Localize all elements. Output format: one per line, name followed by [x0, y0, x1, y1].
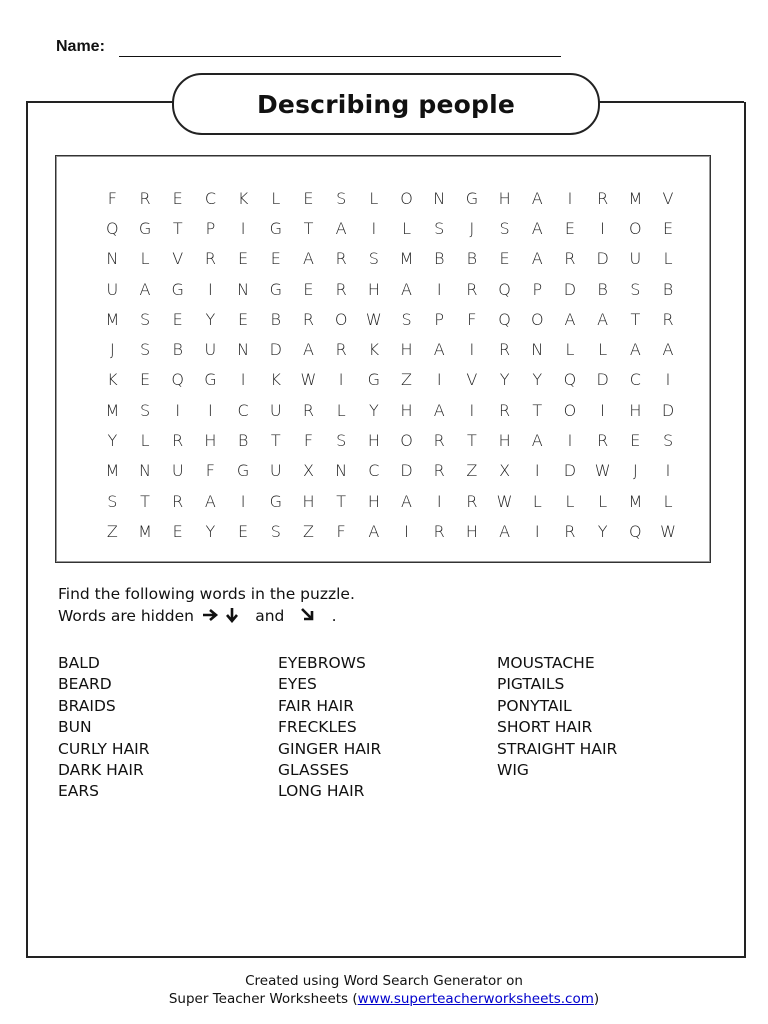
grid-cell: Q	[106, 218, 119, 238]
grid-cell: M	[138, 521, 152, 541]
grid-row	[96, 244, 684, 274]
grid-cell: H	[498, 431, 511, 451]
grid-cell: L	[271, 188, 281, 208]
grid-cell: I	[208, 279, 213, 299]
grid-cell: W	[300, 370, 317, 390]
grid-cell: A	[531, 218, 543, 238]
grid-cell: A	[368, 521, 380, 541]
grid-cell: T	[336, 491, 347, 511]
grid-cell: U	[106, 279, 119, 299]
grid-cell: T	[630, 309, 641, 329]
grid-cell: D	[596, 249, 609, 269]
grid-cell: I	[404, 521, 409, 541]
word-list-item: EYEBROWS	[278, 654, 366, 672]
grid-cell: N	[237, 340, 250, 360]
grid-cell: L	[663, 249, 673, 269]
grid-cell: A	[139, 279, 151, 299]
frame-top-left	[26, 101, 174, 103]
grid-cell: B	[237, 431, 249, 451]
grid-cell: G	[269, 491, 282, 511]
grid-cell: I	[567, 188, 573, 208]
grid-cell: A	[629, 340, 641, 360]
grid-row	[96, 213, 684, 243]
grid-cell: U	[269, 461, 282, 481]
grid-cell: I	[338, 370, 344, 390]
word-list-column-3	[497, 653, 617, 781]
grid-cell: L	[532, 491, 542, 511]
grid-cell: P	[205, 218, 216, 238]
grid-cell: R	[466, 491, 478, 511]
word-search-grid	[96, 183, 684, 547]
grid-cell: E	[499, 249, 510, 269]
grid-cell: E	[303, 188, 314, 208]
grid-cell: R	[466, 279, 478, 299]
grid-cell: A	[531, 431, 543, 451]
grid-row	[96, 304, 684, 334]
grid-cell: O	[530, 309, 544, 329]
grid-cell: R	[597, 188, 609, 208]
grid-cell: Q	[629, 521, 642, 541]
grid-cell: S	[139, 309, 151, 329]
grid-cell: H	[400, 340, 413, 360]
grid-cell: G	[269, 218, 282, 238]
grid-cell: U	[171, 461, 184, 481]
right-down-arrows-icon	[202, 605, 252, 626]
grid-cell: V	[466, 370, 478, 390]
grid-cell: L	[663, 491, 673, 511]
grid-cell: L	[140, 431, 150, 451]
grid-cell: Q	[171, 370, 185, 390]
grid-cell: R	[433, 461, 445, 481]
word-list-item: BALD	[58, 654, 100, 672]
grid-cell: L	[565, 340, 575, 360]
grid-cell: F	[303, 431, 314, 451]
grid-cell: S	[270, 521, 281, 541]
grid-cell: I	[240, 370, 246, 390]
grid-cell: R	[204, 249, 216, 269]
grid-cell: M	[105, 461, 120, 481]
grid-cell: D	[400, 461, 413, 481]
grid-cell: U	[269, 400, 282, 420]
grid-cell: J	[469, 218, 475, 238]
grid-cell: H	[629, 400, 642, 420]
grid-row	[96, 334, 684, 364]
grid-cell: A	[302, 249, 314, 269]
grid-cell: J	[109, 340, 115, 360]
grid-row	[96, 274, 684, 304]
grid-cell: N	[531, 340, 544, 360]
instructions-line-1: Find the following words in the puzzle.	[58, 585, 355, 603]
word-list-item: MOUSTACHE	[497, 654, 595, 672]
instructions	[58, 584, 355, 627]
grid-cell: R	[302, 400, 315, 420]
grid-cell: E	[303, 279, 314, 299]
grid-cell: D	[563, 461, 577, 481]
grid-cell: B	[466, 249, 478, 269]
grid-cell: R	[139, 188, 151, 208]
grid-cell: R	[564, 249, 576, 269]
grid-cell: E	[238, 309, 249, 329]
grid-cell: O	[400, 188, 413, 208]
grid-cell: A	[335, 218, 347, 238]
grid-cell: T	[303, 218, 314, 238]
grid-cell: C	[237, 400, 249, 420]
word-list-item: FAIR HAIR	[278, 696, 354, 715]
grid-cell: E	[172, 309, 183, 329]
grid-cell: A	[597, 309, 609, 329]
instructions-and: and	[255, 607, 285, 625]
grid-cell: E	[139, 370, 151, 390]
grid-cell: H	[204, 431, 217, 451]
grid-cell: M	[628, 491, 643, 511]
grid-cell: D	[269, 340, 282, 360]
name-line	[119, 56, 561, 57]
grid-cell: L	[565, 491, 575, 511]
grid-cell: S	[336, 431, 347, 451]
grid-cell: K	[237, 188, 249, 208]
grid-cell: O	[563, 400, 577, 420]
grid-cell: J	[632, 461, 638, 481]
grid-cell: E	[564, 218, 576, 238]
grid-cell: E	[662, 218, 674, 238]
grid-cell: S	[336, 188, 347, 208]
grid-cell: I	[208, 400, 213, 420]
instructions-prefix: Words are hidden	[58, 607, 195, 625]
grid-cell: A	[564, 309, 576, 329]
grid-cell: S	[662, 431, 674, 451]
grid-cell: Y	[205, 521, 216, 541]
name-label: Name:	[56, 38, 105, 55]
grid-cell: M	[399, 249, 414, 269]
grid-cell: R	[433, 521, 445, 541]
word-list-item: GINGER HAIR	[278, 739, 382, 758]
grid-cell: I	[600, 218, 606, 238]
word-list-column-1	[58, 653, 150, 803]
page-title: Describing people	[256, 89, 515, 119]
grid-cell: G	[236, 461, 250, 481]
grid-cell: V	[172, 249, 184, 269]
grid-cell: B	[270, 309, 282, 329]
grid-cell: F	[205, 461, 215, 481]
word-list-item: EYES	[278, 675, 317, 694]
grid-cell: I	[371, 218, 377, 238]
footer-link[interactable]: www.superteacherworksheets.com	[357, 991, 594, 1007]
grid-cell: P	[434, 309, 445, 329]
grid-cell: G	[204, 370, 217, 390]
grid-cell: I	[175, 400, 181, 420]
grid-cell: B	[662, 279, 674, 299]
footer-line-1: Created using Word Search Generator on	[245, 973, 523, 989]
grid-cell: Y	[532, 370, 543, 390]
grid-cell: E	[238, 521, 249, 541]
grid-cell: T	[532, 400, 543, 420]
grid-cell: M	[105, 400, 120, 420]
grid-cell: T	[467, 431, 477, 451]
grid-cell: E	[238, 249, 249, 269]
grid-cell: R	[499, 340, 511, 360]
grid-cell: W	[496, 491, 513, 511]
grid-cell: T	[270, 431, 281, 451]
word-list-item: BEARD	[58, 675, 112, 694]
grid-cell: I	[436, 279, 442, 299]
diagonal-arrow-icon	[292, 605, 328, 626]
grid-cell: L	[336, 400, 346, 420]
grid-cell: S	[139, 340, 151, 360]
grid-cell: B	[433, 249, 445, 269]
grid-cell: R	[335, 249, 347, 269]
grid-cell: C	[629, 370, 641, 390]
grid-cell: A	[204, 491, 216, 511]
grid-cell: F	[107, 188, 117, 208]
grid-cell: C	[204, 188, 216, 208]
grid-cell: I	[436, 370, 442, 390]
grid-cell: W	[365, 309, 382, 329]
grid-cell: I	[240, 218, 246, 238]
word-list-item: WIG	[497, 761, 529, 780]
grid-cell: Q	[563, 370, 577, 390]
grid-cell: S	[368, 249, 379, 269]
grid-cell: H	[367, 279, 380, 299]
grid-cell: Q	[498, 309, 511, 329]
grid-cell: N	[139, 461, 152, 481]
grid-cell: I	[469, 340, 475, 360]
grid-cell: A	[433, 340, 445, 360]
instructions-line-2	[58, 605, 355, 627]
grid-cell: E	[172, 188, 183, 208]
word-list-item: DARK HAIR	[58, 761, 144, 780]
grid-cell: F	[336, 521, 346, 541]
grid-cell: S	[434, 218, 445, 238]
grid-row	[96, 486, 684, 516]
grid-cell: R	[597, 431, 609, 451]
grid-cell: Y	[499, 370, 510, 390]
grid-cell: O	[629, 218, 642, 238]
grid-cell: L	[402, 218, 411, 238]
grid-cell: D	[596, 370, 609, 390]
grid-cell: I	[665, 370, 671, 390]
grid-cell: G	[138, 218, 152, 238]
grid-cell: S	[630, 279, 641, 299]
grid-cell: I	[665, 461, 671, 481]
grid-cell: H	[367, 491, 380, 511]
grid-cell: R	[499, 400, 511, 420]
grid-cell: E	[172, 521, 183, 541]
grid-cell: N	[106, 249, 119, 269]
grid-cell: R	[335, 340, 347, 360]
word-list-item: BUN	[58, 718, 92, 737]
word-list-item: EARS	[58, 782, 100, 801]
grid-cell: M	[105, 309, 120, 329]
grid-cell: X	[499, 461, 511, 481]
grid-cell: S	[107, 491, 118, 511]
grid-cell: H	[498, 188, 511, 208]
grid-cell: K	[107, 370, 118, 390]
grid-cell: G	[465, 188, 479, 208]
grid-cell: A	[531, 188, 543, 208]
grid-cell: M	[628, 188, 643, 208]
word-list-item: BRAIDS	[58, 696, 116, 715]
grid-cell: P	[532, 279, 543, 299]
grid-cell: K	[270, 370, 282, 390]
frame-top-right	[596, 101, 744, 103]
grid-cell: L	[598, 340, 608, 360]
grid-cell: R	[433, 431, 445, 451]
grid-cell: L	[598, 491, 608, 511]
grid-cell: R	[172, 491, 184, 511]
grid-cell: H	[400, 400, 413, 420]
grid-cell: R	[662, 309, 674, 329]
grid-cell: Y	[597, 521, 608, 541]
grid-cell: A	[302, 340, 314, 360]
grid-row	[96, 516, 684, 546]
grid-cell: I	[567, 431, 573, 451]
grid-cell: W	[660, 521, 676, 541]
word-list-item: SHORT HAIR	[497, 718, 593, 737]
grid-cell: S	[139, 400, 151, 420]
word-list-item: LONG HAIR	[278, 782, 365, 801]
grid-cell: E	[630, 431, 641, 451]
grid-cell: F	[467, 309, 477, 329]
grid-cell: R	[302, 309, 315, 329]
grid-cell: Z	[466, 461, 478, 481]
grid-cell: G	[269, 279, 282, 299]
word-list-item: STRAIGHT HAIR	[497, 739, 618, 758]
grid-cell: R	[564, 521, 576, 541]
word-list-item: PONYTAIL	[497, 696, 572, 715]
word-list-item: CURLY HAIR	[58, 739, 150, 758]
grid-cell: H	[465, 521, 478, 541]
grid-cell: Q	[498, 279, 511, 299]
grid-cell: L	[140, 249, 150, 269]
word-list-item: PIGTAILS	[497, 675, 565, 694]
grid-row	[96, 395, 684, 425]
grid-cell: I	[240, 491, 246, 511]
grid-cell: R	[172, 431, 184, 451]
grid-cell: Y	[107, 431, 118, 451]
grid-cell: I	[469, 400, 475, 420]
grid-cell: A	[531, 249, 543, 269]
grid-cell: B	[597, 279, 608, 299]
grid-cell: T	[140, 491, 150, 511]
grid-cell: S	[401, 309, 412, 329]
footer-line-2	[0, 990, 768, 1008]
grid-cell: N	[433, 188, 446, 208]
grid-cell: A	[401, 491, 412, 511]
grid-cell: Y	[368, 400, 379, 420]
grid-cell: H	[302, 491, 315, 511]
grid-cell: I	[600, 400, 606, 420]
grid-cell: D	[661, 400, 675, 420]
grid-cell: G	[367, 370, 381, 390]
grid-cell: D	[563, 279, 577, 299]
footer-prefix: Super Teacher Worksheets (	[168, 991, 358, 1007]
grid-cell: A	[499, 521, 511, 541]
grid-cell: O	[334, 309, 348, 329]
grid-cell: G	[171, 279, 184, 299]
grid-cell: N	[237, 279, 250, 299]
grid-cell: A	[401, 279, 412, 299]
grid-cell: I	[436, 491, 442, 511]
footer-suffix: )	[593, 991, 600, 1007]
grid-cell: S	[499, 218, 510, 238]
grid-cell: W	[594, 461, 611, 481]
word-list-column-2	[278, 653, 381, 803]
grid-cell: A	[433, 400, 445, 420]
grid-row	[96, 365, 684, 395]
grid-cell: N	[335, 461, 348, 481]
grid-cell: Z	[106, 521, 118, 541]
grid-cell: I	[534, 461, 540, 481]
grid-row	[96, 183, 684, 213]
word-search-grid-box	[55, 155, 711, 563]
word-list-item: GLASSES	[278, 761, 349, 780]
grid-cell: Z	[401, 370, 413, 390]
grid-cell: A	[662, 340, 674, 360]
grid-cell: C	[368, 461, 380, 481]
grid-cell: V	[662, 188, 674, 208]
grid-cell: U	[204, 340, 217, 360]
grid-cell: B	[172, 340, 183, 360]
instructions-period: .	[331, 607, 337, 625]
grid-cell: T	[172, 218, 183, 238]
grid-cell: R	[335, 279, 347, 299]
grid-cell: H	[367, 431, 380, 451]
grid-cell: O	[400, 431, 413, 451]
grid-cell: L	[369, 188, 379, 208]
word-list-item: FRECKLES	[278, 718, 357, 737]
title-box	[172, 73, 600, 135]
grid-cell: U	[629, 249, 642, 269]
grid-cell: X	[302, 461, 314, 481]
grid-cell: K	[368, 340, 380, 360]
grid-row	[96, 456, 684, 486]
grid-cell: Y	[205, 309, 216, 329]
grid-row	[96, 425, 684, 455]
grid-cell: Z	[302, 521, 314, 541]
grid-cell: I	[534, 521, 540, 541]
footer	[0, 972, 768, 1008]
grid-cell: E	[270, 249, 281, 269]
